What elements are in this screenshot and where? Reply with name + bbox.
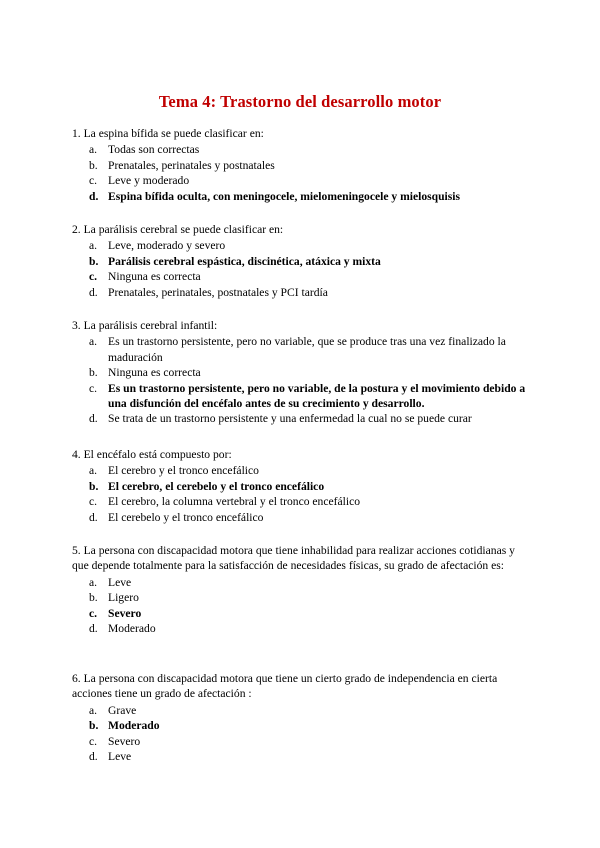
option-marker: c. — [89, 174, 98, 188]
option-d — [72, 285, 532, 300]
options-list — [72, 575, 532, 637]
option-text: Es un trastorno persistente, pero no variable, de la postura y el movimiento debido a una disfunción del encéfalo antes de su crecimiento y desarrollo. — [108, 381, 526, 411]
option-text: Moderado — [108, 719, 160, 733]
option-marker: d. — [89, 622, 98, 636]
question-4 — [72, 447, 532, 525]
option-text: Parálisis cerebral espástica, discinética, atáxica y mixta — [108, 254, 381, 268]
options-list — [72, 238, 532, 300]
option-marker: c. — [89, 270, 98, 284]
option-marker: c. — [89, 381, 98, 395]
option-marker: b. — [89, 254, 99, 268]
option-text: Prenatales, perinatales, postnatales y PCI tardía — [108, 285, 328, 299]
option-marker: b. — [89, 479, 99, 493]
option-text: Leve, moderado y severo — [108, 239, 226, 253]
option-marker: b. — [89, 366, 98, 380]
option-text: Todas son correctas — [108, 143, 200, 157]
option-marker: c. — [89, 734, 98, 748]
question-text: 1. La espina bífida se puede clasificar en: — [72, 127, 264, 140]
option-marker: d. — [89, 510, 98, 524]
option-text: Ninguna es correcta — [108, 366, 201, 380]
option-c — [72, 734, 532, 749]
option-text: El cerebro, la columna vertebral y el tronco encefálico — [108, 495, 361, 509]
question-text: 4. El encéfalo está compuesto por: — [72, 448, 232, 461]
option-text: Moderado — [108, 622, 156, 636]
option-text: Leve — [108, 575, 132, 589]
question-1 — [72, 126, 532, 204]
option-text: Severo — [108, 606, 142, 620]
option-b-correct — [72, 718, 532, 733]
question-text: 6. La persona con discapacidad motora que tiene un cierto grado de independencia en cierta acciones tiene un grado de afectación : — [72, 672, 498, 701]
option-a — [72, 575, 532, 590]
option-marker: d. — [89, 412, 98, 426]
option-c — [72, 173, 532, 188]
option-a — [72, 238, 532, 253]
option-text: Es un trastorno persistente, pero no variable, que se produce tras una vez finalizado la maduración — [108, 335, 506, 364]
question-text: 5. La persona con discapacidad motora que tiene inhabilidad para realizar acciones cotidianas y que depende totalmente para la satisfacción de necesidades físicas, su grado de afectación es: — [72, 544, 515, 573]
question-3 — [72, 318, 532, 427]
option-text: El cerebelo y el tronco encefálico — [108, 510, 264, 524]
option-marker: a. — [89, 239, 98, 253]
question-text: 2. La parálisis cerebral se puede clasificar en: — [72, 223, 284, 236]
options-list — [72, 334, 532, 426]
option-d — [72, 749, 532, 764]
option-text: Ninguna es correcta — [108, 270, 201, 284]
option-marker: a. — [89, 575, 98, 589]
option-text: Leve y moderado — [108, 174, 190, 188]
option-c-correct — [72, 381, 532, 412]
option-text: El cerebro y el tronco encefálico — [108, 464, 259, 478]
option-b — [72, 590, 532, 605]
option-d-correct — [72, 189, 532, 204]
option-text: Prenatales, perinatales y postnatales — [108, 158, 275, 172]
option-a — [72, 142, 532, 157]
option-text: El cerebro, el cerebelo y el tronco encefálico — [108, 479, 325, 493]
option-marker: a. — [89, 703, 98, 717]
option-marker: a. — [89, 143, 98, 157]
option-marker: a. — [89, 335, 98, 349]
question-5 — [72, 543, 532, 636]
page-title: Tema 4: Trastorno del desarrollo motor — [158, 92, 442, 111]
question-2 — [72, 222, 532, 300]
option-a — [72, 463, 532, 478]
option-marker: c. — [89, 606, 98, 620]
option-marker: b. — [89, 719, 99, 733]
option-marker: a. — [89, 464, 98, 478]
option-text: Espina bífida oculta, con meningocele, mielomeningocele y mielosquisis — [108, 189, 461, 203]
option-marker: b. — [89, 591, 98, 605]
option-c-correct — [72, 606, 532, 621]
options-list — [72, 142, 532, 204]
option-d — [72, 510, 532, 525]
options-list — [72, 463, 532, 525]
option-marker: d. — [89, 750, 98, 764]
option-b — [72, 158, 532, 173]
option-b-correct — [72, 254, 532, 269]
option-text: Grave — [108, 703, 137, 717]
question-text: 3. La parálisis cerebral infantil: — [72, 319, 218, 332]
option-c — [72, 269, 532, 284]
option-text: Ligero — [108, 591, 139, 605]
option-d — [72, 621, 532, 636]
option-a — [72, 703, 532, 718]
option-marker: d. — [89, 285, 98, 299]
option-text: Leve — [108, 750, 132, 764]
options-list — [72, 703, 532, 765]
question-6 — [72, 671, 532, 764]
option-marker: c. — [89, 495, 98, 509]
option-b — [72, 365, 532, 380]
option-text: Se trata de un trastorno persistente y una enfermedad la cual no se puede curar — [108, 412, 472, 426]
option-marker: b. — [89, 158, 98, 172]
option-d — [72, 411, 532, 426]
option-a — [72, 334, 532, 365]
option-c — [72, 494, 532, 509]
option-b-correct — [72, 479, 532, 494]
option-marker: d. — [89, 189, 99, 203]
option-text: Severo — [108, 734, 141, 748]
